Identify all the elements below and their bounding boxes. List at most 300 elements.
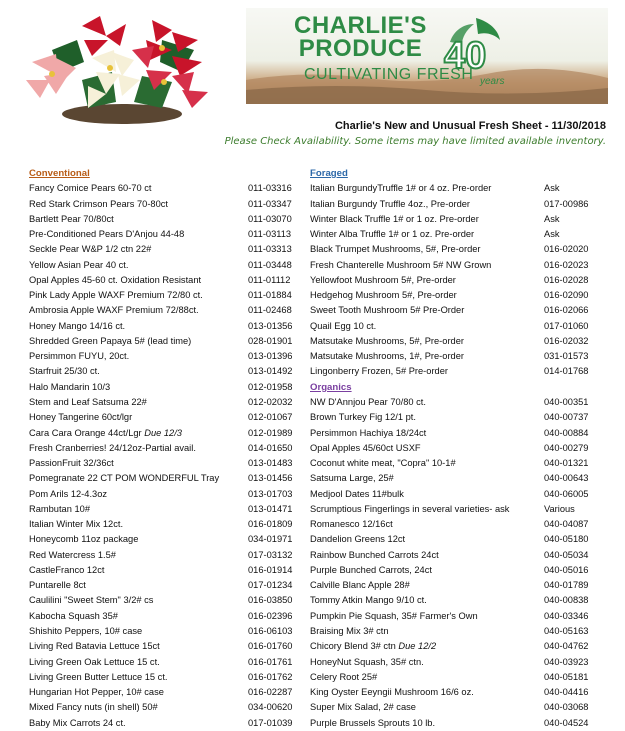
item-code: 016-01760 bbox=[248, 641, 293, 652]
brand-banner bbox=[246, 8, 608, 104]
item-name-text: Italian Burgundy Truffle 4oz., Pre-order bbox=[310, 198, 471, 209]
availability-note: Please Check Availability. Some items may have limited available inventory. bbox=[224, 136, 606, 147]
brand-tagline: CULTIVATING FRESH bbox=[304, 66, 474, 83]
list-item bbox=[29, 303, 329, 318]
item-name bbox=[29, 670, 168, 685]
brand-line-2: PRODUCE bbox=[298, 35, 423, 62]
item-name-text: Honey Mango 14/16 ct. bbox=[29, 320, 126, 331]
item-code: 013-01471 bbox=[248, 503, 293, 514]
item-name-text: Honey Tangerine 60ct/lgr bbox=[29, 412, 133, 423]
item-name-text: Bartlett Pear 70/80ct bbox=[29, 213, 114, 224]
item-code: 013-01396 bbox=[248, 351, 293, 362]
item-name bbox=[29, 563, 104, 578]
item-name-text: Tommy Atkin Mango 9/10 ct. bbox=[310, 595, 427, 606]
item-name-text: Ambrosia Apple WAXF Premium 72/88ct. bbox=[29, 305, 199, 316]
item-code: 016-01914 bbox=[248, 564, 293, 575]
item-name bbox=[29, 716, 126, 731]
list-item bbox=[29, 670, 329, 685]
item-name-text: Yellow Asian Pear 40 ct. bbox=[29, 259, 129, 270]
item-name-text: Red Stark Crimson Pears 70-80ct bbox=[29, 198, 168, 209]
item-code: 040-01789 bbox=[544, 580, 589, 591]
list-item bbox=[29, 364, 329, 379]
due-date-note: Due 12/2 bbox=[398, 641, 437, 652]
item-name-text: Hedgehog Mushroom 5#, Pre-order bbox=[310, 290, 457, 301]
list-item bbox=[29, 471, 329, 486]
item-code: 040-00737 bbox=[544, 412, 589, 423]
item-name-text: Fresh Cranberries! 24/12oz-Partial avail. bbox=[29, 442, 196, 453]
list-item bbox=[29, 700, 329, 715]
item-code: 011-01112 bbox=[248, 274, 291, 285]
organics-list bbox=[310, 395, 610, 731]
item-name bbox=[310, 364, 448, 379]
item-name-text: Winter Alba Truffle 1# or 1 oz. Pre-order bbox=[310, 229, 475, 240]
list-item bbox=[310, 426, 610, 441]
item-name-text: Mixed Fancy nuts (in shell) 50# bbox=[29, 702, 158, 713]
list-item bbox=[310, 716, 610, 731]
list-item bbox=[29, 532, 329, 547]
item-code: 040-04087 bbox=[544, 519, 589, 530]
list-item bbox=[29, 395, 329, 410]
list-item bbox=[29, 426, 329, 441]
list-item bbox=[310, 471, 610, 486]
item-code: 013-01356 bbox=[248, 320, 293, 331]
item-name bbox=[29, 517, 123, 532]
item-name-text: Pom Arils 12-4.3oz bbox=[29, 488, 108, 499]
item-name-text: Pink Lady Apple WAXF Premium 72/80 ct. bbox=[29, 290, 203, 301]
list-item bbox=[29, 334, 329, 349]
item-code: 011-03070 bbox=[248, 213, 292, 224]
item-name-text: Sweet Tooth Mushroom 5# Pre-Order bbox=[310, 305, 465, 316]
item-code: 040-04524 bbox=[544, 717, 589, 728]
item-name bbox=[310, 258, 491, 273]
conventional-heading: Conventional bbox=[29, 168, 90, 179]
item-code: 040-03923 bbox=[544, 656, 589, 667]
item-code: 016-02020 bbox=[544, 244, 589, 255]
item-name bbox=[310, 548, 439, 563]
item-name bbox=[29, 319, 125, 334]
item-code: 040-01321 bbox=[544, 458, 589, 469]
item-name-text: Kabocha Squash 35# bbox=[29, 610, 118, 621]
item-code: 034-01971 bbox=[248, 534, 293, 545]
item-code: 040-03068 bbox=[544, 702, 589, 713]
item-name bbox=[310, 517, 393, 532]
anniversary-number: 40 bbox=[444, 35, 487, 77]
item-name bbox=[29, 258, 128, 273]
item-name bbox=[29, 532, 138, 547]
item-name-text: Winter Black Truffle 1# or 1 oz. Pre-order bbox=[310, 213, 479, 224]
list-item bbox=[310, 548, 610, 563]
item-name bbox=[29, 181, 151, 196]
item-code: 012-01067 bbox=[248, 412, 293, 423]
item-name-text: Red Watercress 1.5# bbox=[29, 549, 116, 560]
item-name bbox=[310, 273, 456, 288]
item-name-text: Fancy Comice Pears 60-70 ct bbox=[29, 183, 152, 194]
item-code: 014-01650 bbox=[248, 442, 293, 453]
item-code: 016-01761 bbox=[248, 656, 293, 667]
list-item bbox=[29, 197, 329, 212]
item-name bbox=[310, 441, 421, 456]
item-name-text: HoneyNut Squash, 35# ctn. bbox=[310, 656, 424, 667]
item-name-text: Matsutake Mushrooms, 1#, Pre-order bbox=[310, 351, 464, 362]
item-name-text: Braising Mix 3# ctn bbox=[310, 625, 389, 636]
item-name-text: Shredded Green Papaya 5# (lead time) bbox=[29, 335, 192, 346]
list-item bbox=[310, 181, 610, 196]
item-name bbox=[29, 471, 219, 486]
item-code: 017-01234 bbox=[248, 580, 293, 591]
item-name-text: Dandelion Greens 12ct bbox=[310, 534, 406, 545]
item-name bbox=[310, 624, 389, 639]
item-name bbox=[310, 670, 377, 685]
item-name-text: Rainbow Bunched Carrots 24ct bbox=[310, 549, 439, 560]
brand-name bbox=[294, 14, 427, 60]
list-item bbox=[310, 502, 610, 517]
list-item bbox=[310, 563, 610, 578]
list-item bbox=[29, 517, 329, 532]
item-code: 012-01958 bbox=[248, 381, 293, 392]
item-name-text: Scrumptious Fingerlings in several varieties- ask bbox=[310, 503, 510, 514]
item-name-text: Caulilini "Sweet Stem" 3/2# cs bbox=[29, 595, 154, 606]
list-item bbox=[310, 532, 610, 547]
item-name-text: PassionFruit 32/36ct bbox=[29, 458, 114, 469]
item-name bbox=[29, 380, 110, 395]
item-name bbox=[29, 364, 100, 379]
list-item bbox=[29, 441, 329, 456]
item-name bbox=[310, 471, 394, 486]
item-name-text: Purple Bunched Carrots, 24ct bbox=[310, 564, 432, 575]
item-name bbox=[310, 563, 432, 578]
item-name-text: Satsuma Large, 25# bbox=[310, 473, 394, 484]
poinsettia-image bbox=[22, 10, 222, 128]
item-name bbox=[29, 578, 86, 593]
list-item bbox=[310, 273, 610, 288]
item-code: 014-01768 bbox=[544, 366, 589, 377]
item-code: Ask bbox=[544, 229, 560, 240]
item-code: 040-00838 bbox=[544, 595, 589, 606]
list-item bbox=[310, 670, 610, 685]
foraged-heading: Foraged bbox=[310, 168, 348, 179]
item-name-text: Quail Egg 10 ct. bbox=[310, 320, 377, 331]
item-name bbox=[29, 624, 142, 639]
item-name-text: Living Green Butter Lettuce 15 ct. bbox=[29, 671, 168, 682]
item-code: 011-03316 bbox=[248, 183, 292, 194]
item-code: 040-00884 bbox=[544, 427, 589, 438]
item-code: 031-01573 bbox=[544, 351, 589, 362]
item-code: 011-01884 bbox=[248, 290, 292, 301]
organics-heading-row bbox=[310, 380, 610, 395]
item-name bbox=[310, 700, 416, 715]
list-item bbox=[310, 227, 610, 242]
list-item bbox=[29, 655, 329, 670]
item-name bbox=[29, 502, 90, 517]
item-name-text: Celery Root 25# bbox=[310, 671, 378, 682]
item-name bbox=[310, 227, 474, 242]
item-name bbox=[29, 303, 199, 318]
list-item bbox=[310, 258, 610, 273]
item-name-text: Calville Blanc Apple 28# bbox=[310, 580, 410, 591]
list-item bbox=[310, 624, 610, 639]
item-code: 040-05180 bbox=[544, 534, 589, 545]
list-item bbox=[310, 456, 610, 471]
list-item bbox=[29, 349, 329, 364]
item-name-text: Opal Apples 45-60 ct. Oxidation Resistant bbox=[29, 274, 202, 285]
item-name bbox=[29, 426, 182, 441]
item-name bbox=[310, 716, 435, 731]
item-code: 011-03113 bbox=[248, 229, 292, 240]
item-code: 016-02066 bbox=[544, 305, 589, 316]
item-name bbox=[29, 334, 191, 349]
item-code: 017-01039 bbox=[248, 717, 293, 728]
item-code: Various bbox=[544, 503, 575, 514]
item-name-text: Baby Mix Carrots 24 ct. bbox=[29, 717, 126, 728]
item-name-text: Yellowfoot Mushroom 5#, Pre-order bbox=[310, 274, 456, 285]
item-name bbox=[29, 685, 164, 700]
item-name bbox=[29, 487, 107, 502]
list-item bbox=[310, 242, 610, 257]
list-item bbox=[310, 303, 610, 318]
item-name bbox=[29, 212, 114, 227]
item-code: 017-00986 bbox=[544, 198, 589, 209]
foraged-organics-column bbox=[310, 166, 610, 731]
organics-heading: Organics bbox=[310, 381, 352, 393]
item-name-text: Romanesco 12/16ct bbox=[310, 519, 393, 530]
anniversary-40-logo bbox=[438, 14, 514, 90]
item-code: 016-03850 bbox=[248, 595, 293, 606]
anniversary-word: years bbox=[480, 76, 505, 87]
item-code: 016-01762 bbox=[248, 671, 293, 682]
item-name bbox=[29, 395, 147, 410]
sheet-title: Charlie's New and Unusual Fresh Sheet - 11/30/2018 bbox=[334, 120, 606, 132]
foraged-heading-row bbox=[310, 166, 610, 181]
item-name bbox=[310, 593, 427, 608]
item-code: 016-02396 bbox=[248, 610, 293, 621]
item-name bbox=[29, 288, 203, 303]
list-item bbox=[29, 716, 329, 731]
item-name bbox=[310, 303, 464, 318]
item-name bbox=[29, 655, 160, 670]
item-name-text: Seckle Pear W&P 1/2 ctn 22# bbox=[29, 244, 152, 255]
item-code: 040-06005 bbox=[544, 488, 589, 499]
item-code: 011-03313 bbox=[248, 244, 292, 255]
item-name-text: Pre-Conditioned Pears D'Anjou 44-48 bbox=[29, 229, 185, 240]
item-name-text: CastleFranco 12ct bbox=[29, 564, 105, 575]
item-code: Ask bbox=[544, 183, 560, 194]
list-item bbox=[29, 639, 329, 654]
item-name bbox=[310, 197, 470, 212]
list-item bbox=[29, 624, 329, 639]
item-code: 040-00279 bbox=[544, 442, 589, 453]
item-name bbox=[29, 273, 201, 288]
item-code: 013-01492 bbox=[248, 366, 293, 377]
item-name bbox=[310, 609, 478, 624]
list-item bbox=[310, 212, 610, 227]
list-item bbox=[310, 288, 610, 303]
item-name-text: Stem and Leaf Satsuma 22# bbox=[29, 396, 147, 407]
list-item bbox=[29, 242, 329, 257]
list-item bbox=[310, 349, 610, 364]
list-item bbox=[310, 441, 610, 456]
list-item bbox=[310, 410, 610, 425]
list-item bbox=[310, 609, 610, 624]
item-name-text: Chicory Blend 3# ctn bbox=[310, 641, 396, 652]
list-item bbox=[29, 548, 329, 563]
item-name-text: Opal Apples 45/60ct USXF bbox=[310, 442, 421, 453]
item-name-text: Italian Winter Mix 12ct. bbox=[29, 519, 124, 530]
list-item bbox=[29, 487, 329, 502]
item-code: 040-00643 bbox=[544, 473, 589, 484]
item-name-text: Halo Mandarin 10/3 bbox=[29, 381, 111, 392]
list-item bbox=[310, 639, 610, 654]
item-name bbox=[310, 349, 464, 364]
item-name bbox=[310, 502, 509, 517]
item-name bbox=[310, 578, 410, 593]
item-code: 040-04762 bbox=[544, 641, 589, 652]
list-item bbox=[310, 700, 610, 715]
list-item bbox=[29, 288, 329, 303]
item-code: 040-04416 bbox=[544, 687, 589, 698]
item-name-text: Pumpkin Pie Squash, 35# Farmer's Own bbox=[310, 610, 478, 621]
item-name bbox=[29, 197, 168, 212]
item-name bbox=[29, 410, 132, 425]
list-item bbox=[310, 487, 610, 502]
item-code: 012-02032 bbox=[248, 396, 293, 407]
item-name-text: Italian BurgundyTruffle 1# or 4 oz. Pre-order bbox=[310, 183, 492, 194]
item-code: 040-05016 bbox=[544, 564, 589, 575]
list-item bbox=[29, 319, 329, 334]
item-name bbox=[310, 426, 426, 441]
item-code: 040-05034 bbox=[544, 549, 589, 560]
list-item bbox=[29, 212, 329, 227]
item-code: 017-01060 bbox=[544, 320, 589, 331]
item-name bbox=[310, 639, 436, 654]
item-code: 016-02023 bbox=[544, 259, 589, 270]
item-code: 012-01989 bbox=[248, 427, 293, 438]
list-item bbox=[29, 685, 329, 700]
item-name bbox=[29, 441, 196, 456]
item-name bbox=[310, 334, 464, 349]
item-name-text: Medjool Dates 11#bulk bbox=[310, 488, 404, 499]
item-name bbox=[29, 349, 129, 364]
item-name-text: Super Mix Salad, 2# case bbox=[310, 702, 416, 713]
item-code: 016-02032 bbox=[544, 335, 589, 346]
item-code: 040-00351 bbox=[544, 396, 589, 407]
item-name bbox=[310, 685, 474, 700]
list-item bbox=[310, 517, 610, 532]
item-code: 028-01901 bbox=[248, 335, 293, 346]
item-name-text: NW D'Annjou Pear 70/80 ct. bbox=[310, 396, 426, 407]
list-item bbox=[29, 578, 329, 593]
item-name-text: Starfruit 25/30 ct. bbox=[29, 366, 100, 377]
item-name-text: Black Trumpet Mushrooms, 5#, Pre-order bbox=[310, 244, 481, 255]
item-code: Ask bbox=[544, 213, 560, 224]
list-item bbox=[310, 685, 610, 700]
list-item bbox=[29, 227, 329, 242]
brand-line-1: CHARLIE'S bbox=[294, 12, 427, 39]
list-item bbox=[29, 502, 329, 517]
item-name bbox=[29, 242, 151, 257]
item-name bbox=[29, 593, 153, 608]
list-item bbox=[310, 655, 610, 670]
item-code: 040-05163 bbox=[544, 625, 589, 636]
list-item bbox=[310, 364, 610, 379]
item-code: 040-05181 bbox=[544, 671, 589, 682]
item-name bbox=[29, 700, 158, 715]
item-name bbox=[29, 456, 114, 471]
item-name-text: Persimmon Hachiya 18/24ct bbox=[310, 427, 427, 438]
item-name bbox=[29, 609, 118, 624]
item-code: 016-02028 bbox=[544, 274, 589, 285]
conventional-heading-row bbox=[29, 166, 329, 181]
list-item bbox=[29, 563, 329, 578]
item-code: 011-02468 bbox=[248, 305, 292, 316]
item-code: 013-01483 bbox=[248, 458, 293, 469]
item-name-text: Living Red Batavia Lettuce 15ct bbox=[29, 641, 160, 652]
item-name bbox=[310, 212, 479, 227]
item-code: 016-06103 bbox=[248, 625, 293, 636]
item-name-text: Brown Turkey Fig 12/1 pt. bbox=[310, 412, 416, 423]
item-name bbox=[29, 227, 184, 242]
item-name bbox=[310, 395, 426, 410]
item-code: 034-00620 bbox=[248, 702, 293, 713]
list-item bbox=[29, 410, 329, 425]
item-name-text: Purple Brussels Sprouts 10 lb. bbox=[310, 717, 436, 728]
list-item bbox=[310, 319, 610, 334]
item-code: 013-01456 bbox=[248, 473, 293, 484]
item-name-text: Coconut white meat, "Copra" 10-1# bbox=[310, 458, 456, 469]
item-name bbox=[310, 319, 376, 334]
list-item bbox=[29, 181, 329, 196]
list-item bbox=[29, 609, 329, 624]
item-name bbox=[310, 181, 491, 196]
item-code: 017-03132 bbox=[248, 549, 293, 560]
item-code: 011-03347 bbox=[248, 198, 292, 209]
item-code: 013-01703 bbox=[248, 488, 293, 499]
item-name-text: Pomegranate 22 CT POM WONDERFUL Tray bbox=[29, 473, 220, 484]
item-name bbox=[310, 456, 456, 471]
item-name-text: Rambutan 10# bbox=[29, 503, 90, 514]
item-name bbox=[310, 242, 481, 257]
item-name-text: Puntarelle 8ct bbox=[29, 580, 86, 591]
item-code: 040-03346 bbox=[544, 610, 589, 621]
item-name-text: Cara Cara Orange 44ct/Lgr bbox=[29, 427, 142, 438]
item-name-text: Shishito Peppers, 10# case bbox=[29, 625, 143, 636]
item-code: 016-01809 bbox=[248, 519, 293, 530]
item-name-text: Persimmon FUYU, 20ct. bbox=[29, 351, 130, 362]
item-name bbox=[310, 487, 404, 502]
item-name bbox=[29, 639, 160, 654]
item-name bbox=[310, 288, 457, 303]
list-item bbox=[29, 380, 329, 395]
list-item bbox=[310, 197, 610, 212]
list-item bbox=[29, 258, 329, 273]
list-item bbox=[310, 578, 610, 593]
item-name bbox=[310, 655, 424, 670]
item-name-text: Matsutake Mushrooms, 5#, Pre-order bbox=[310, 335, 464, 346]
list-item bbox=[29, 273, 329, 288]
list-item bbox=[29, 593, 329, 608]
conventional-column bbox=[29, 166, 329, 731]
conventional-list bbox=[29, 181, 329, 731]
list-item bbox=[310, 395, 610, 410]
list-item bbox=[310, 593, 610, 608]
item-code: 016-02287 bbox=[248, 687, 293, 698]
list-item bbox=[29, 456, 329, 471]
item-name-text: King Oyster Eeyngii Mushroom 16/6 oz. bbox=[310, 687, 474, 698]
item-name-text: Honeycomb 11oz package bbox=[29, 534, 139, 545]
item-code: 016-02090 bbox=[544, 290, 589, 301]
due-date-note: Due 12/3 bbox=[144, 427, 182, 438]
item-name-text: Lingonberry Frozen, 5# Pre-order bbox=[310, 366, 448, 377]
item-name-text: Hungarian Hot Pepper, 10# case bbox=[29, 687, 164, 698]
